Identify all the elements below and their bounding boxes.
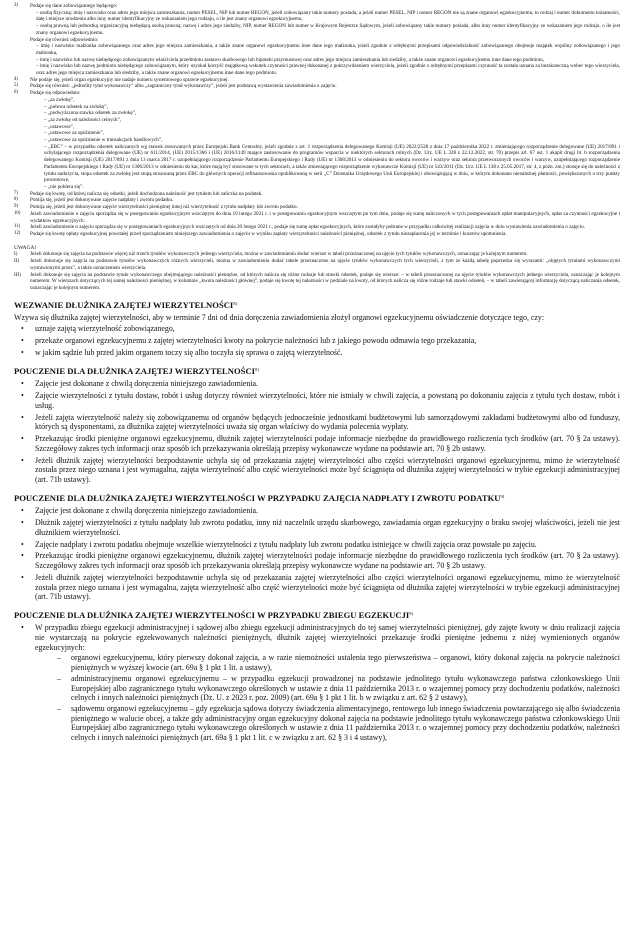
footnote-line [14, 130, 620, 137]
footnote-number: 12) [14, 230, 21, 236]
footnote-text: – osobą prawną lub jednostką organizacyjną niebędącą osobą prawną: nazwę i adres jego siedziby, NIP, numer REGON lub numer w Krajowym Rejestrze Sądowym, jeżeli zobowiązany takie numery posiada, albo inny numer identyfikacyjny ze wskazaniem jego rodzaju, o ile jest znany organowi egzekucyjnemu. [36, 23, 620, 36]
footnote-number [14, 10, 30, 23]
bullet-item [14, 573, 620, 602]
bullet-text: Zajęcie nadpłaty i zwrotu podatku obejmuje wszelkie wierzytelności z tytułu nadpłaty lub zwrotu podatku istniejące w chwili zajęcia oraz powstałe po zajęciu. [35, 539, 537, 549]
footnotes-block [14, 3, 620, 238]
footnote-number [14, 43, 30, 56]
footnote-number [14, 63, 30, 76]
footnote-line [14, 110, 620, 117]
footnote-line [14, 90, 620, 97]
footnote-number [14, 137, 30, 144]
bullet-text: Jeżeli dłużnik zajętej wierzytelności bezpodstawnie uchyla się od przekazania zajętej wierzytelności albo części wierzytelności organowi egzekucyjnemu, mimo że wierzytelność została przez niego uznana i jest wymagalna, zajęta wierzytelność albo część wierzytelności może być ściągnięta od dłużnika zajętej wierzytelności w trybie egzekucji administracyjnej (art. 71b ustawy). [35, 573, 620, 602]
footnote-line [14, 77, 620, 84]
bullet-text: Jeżeli dłużnik zajętej wierzytelności bezpodstawnie uchyla się od przekazania zajętej wierzytelności albo części wierzytelności organowi egzekucyjnemu, mimo że wierzytelność została przez niego uznana i jest wymagalna, zajęta wierzytelność albo część wierzytelności może być ściągnięta od dłużnika zajętej wierzytelności w trybie egzekucji administracyjnej (art. 71b ustawy). [35, 455, 620, 485]
bullet-item [14, 348, 620, 358]
footnote-number [14, 184, 30, 191]
footnote-number: 5) [14, 83, 18, 89]
footnote-line [14, 224, 620, 231]
sub-item: – sądowemu organowi egzekucyjnemu – gdy egzekucja sądowa dotyczy świadczenia alimentacyjnego, rentowego lub innego świadczenia powtarzającego się albo świadczenia pieniężnego w walucie obcej, a także gdy administracyjny organ egzekucyjny dokonał zajęcia na podstawie jednolitego tytułu wykonawczego państwa członkowskiego Unii Europejskiej albo zagranicznego tytułu wykonawczego określonych w ustawie z dnia 11 października 2013 r. o wzajemnej pomocy przy dochodzeniu podatków, należności celnych i innych należności pieniężnych (art. 69a § 1 pkt 1 lit. c w związku z art. 62 § 3 i 4 ustawy), [35, 704, 620, 743]
bullet-item [14, 506, 620, 516]
footnote-number [14, 130, 30, 137]
footnote-line [14, 144, 620, 184]
footnote-text: – osobą fizyczną: imię i nazwisko oraz adres jego miejsca zamieszkania, numer PESEL, NIP lub numer REGON, jeżeli zobowiązany takie numery posiada, a jeżeli numer PESEL, NIP i numer REGON nie są znane organowi egzekucyjnemu, to rodzaj i numer dokumentu tożsamości, datę i miejsce urodzenia albo inny numer identyfikacyjny ze wskazaniem jego rodzaju, o ile jest znany organowi egzekucyjnemu, [36, 9, 620, 23]
bullet-text: Zajęcie wierzytelności z tytułu dostaw, robót i usług dotyczy również wierzytelności, które nie istniały w chwili zajęcia, a powstaną po dokonaniu zajęcia z tytułu tych dostaw, robót i usług. [35, 390, 620, 410]
section-heading [14, 298, 620, 311]
footnote-number [14, 97, 30, 104]
footnote-line [14, 3, 620, 10]
footnote-text: Jeżeli zawiadomienie o zajęciu sporządza się w postępowaniach egzekucyjnych wszczętych od dnia 20 lutego 2021 r., podaje się sumę opłat egzekucyjnych, które zostałyby pobrane w przypadku całkowitej realizacji zajęcia w dniu wystawienia zawiadomienia o zajęciu. [30, 224, 585, 231]
sub-item: – organowi egzekucyjnemu, który pierwszy dokonał zajęcia, a w razie niemożności ustalenia tego pierwszeństwa – organowi, który dokonał zajęcia na pokrycie należności pieniężnych w wyższej kwocie (art. 69a § 1 pkt 1 lit. a ustawy), [35, 653, 620, 672]
bullet-text: W przypadku zbiegu egzekucji administracyjnej i sądowej albo zbiegu egzekucji administracyjnych do tej samej wierzytelności pieniężnej, gdy zajęte kwoty w dniu realizacji zajęcia nie wystarczają na pokrycie egzekwowanych należności pieniężnych, dłużnik zajętej wierzytelności przekazuje środki pieniężne jednemu z niżej wymienionych organów egzekucyjnych: [35, 623, 620, 652]
footnote-line [14, 197, 620, 204]
section-heading [14, 608, 620, 621]
section-heading [14, 491, 620, 504]
footnote-text: – „za zwłokę od należności celnych”, [44, 116, 122, 123]
bullet-list [14, 324, 620, 357]
footnote-line [14, 10, 620, 23]
bullet-text: Przekazując środki pieniężne organowi egzekucyjnemu, dłużnik zajętej wierzytelności podaje informacje niezbędne do prawidłowego rozliczenia tych środków (art. 70 § 2a ustawy). Szczegółowy zakres tych informacji oraz sposób ich przekazywania określają przepisy wykonawcze wydane na podstawie art. 70 § 2b ustawy. [35, 434, 620, 453]
bullet-list [14, 623, 620, 742]
footnote-line [14, 23, 620, 36]
footnote-text: – „ustawowe”, [44, 123, 75, 130]
bullet-item [14, 336, 620, 346]
notice-block [14, 245, 620, 292]
footnote-number [14, 23, 30, 36]
bullet-item [14, 324, 620, 334]
footnote-line [14, 43, 620, 56]
footnote-ref: 8) [409, 611, 414, 617]
bullet-text: Przekazując środki pieniężne organowi egzekucyjnemu, dłużnik zajętej wierzytelności podaje informacje niezbędne do prawidłowego rozliczenia tych środków (art. 70 § 2a ustawy). Szczegółowy zakres tych informacji oraz sposób ich przekazywania określają przepisy wykonawcze wydane na podstawie art. 70 § 2b ustawy. [35, 551, 620, 571]
bullet-text: przekaże organowi egzekucyjnemu z zajętej wierzytelności kwoty na pokrycie należności lub z jakiego powodu odmawia tego przekazania, [35, 336, 477, 346]
footnote-number: 4) [14, 76, 18, 82]
footnote-text: Pomija się, jeżeli jest dokonywane zajęcie nadpłaty i zwrotu podatku. [30, 197, 174, 204]
notice-text: Jeżeli dokonuje się zajęcia na podstawie tytułu wykonawczego obejmującego należności pieniężne, od których nalicza się różne rodzaje lub stawki odsetek, podaje się wiersze: – w tabeli przeznaczonej na ujęcie tytułów wykonawczych jednego wierzyciela, oznaczając je kolejnym numerem. W wierszach dotyczących tej samej należności pieniężnej, w kolumnie „kwota należności głównej”, podaje się kwotę tej należności w podziale na kwoty, od których nalicza się różne rodzaje lub stawki odsetek, – w tabeli zawierającej informację dotyczącą naliczania odsetek, oznaczając je kolejnym numerem. [30, 271, 620, 291]
notice-number: I) [14, 251, 18, 258]
footnote-text: Pomija się, jeżeli jest dokonywane zajęcie wierzytelności pieniężnej innej niż wierzytelność z tytułu nadpłaty lub zwrotu podatku. [30, 204, 298, 211]
footnote-text: – imię i nazwisko małżonka zobowiązanego oraz adres jego miejsca zamieszkania, a także znane organowi egzekucyjnemu inne dane tego małżonka, jeżeli zgodnie z odrębnymi przepisami odpowiedzialność zobowiązanego obejmuje majątek wspólny zobowiązanego i jego małżonka, [36, 43, 620, 56]
footnote-line [14, 184, 620, 191]
footnote-line [14, 231, 620, 238]
footnote-line [14, 137, 620, 144]
bullet-text: Zajęcie jest dokonane z chwilą doręczenia niniejszego zawiadomienia. [35, 506, 259, 516]
footnote-number [14, 37, 30, 44]
bullet-item [14, 391, 620, 410]
footnote-ref: 8) [255, 366, 259, 372]
footnote-text: – „nie pobiera się”. [44, 183, 84, 190]
footnote-text: – imię i nazwisko lub nazwę podmiotu niebędącego zobowiązanym, który uzyskał korzyść majątkową wskutek czynności prawnej dokonanej z pokrzywdzeniem wierzyciela, jeżeli zgodnie z odrębnymi przepisami czynność ta została uznana za bezskuteczną wobec tego wierzyciela, oraz adres jego miejsca zamieszkania lub siedziby, a także znane organowi egzekucyjnemu inne dane tego podmiotu. [36, 63, 620, 77]
footnote-text: Podaje się kwotę opłaty egzekucyjnej powstałej przed sporządzeniem niniejszego zawiadomienia o zajęciu w wyniku zapłaty wierzytelności należności pieniężnej, odsetek z tytułu niezapłacenia jej w terminie i kosztów upomnienia. [30, 230, 507, 237]
footnote-text: – „za zwłokę”, [44, 96, 75, 103]
footnote-line [14, 211, 620, 224]
footnote-line [14, 63, 620, 76]
footnote-ref: 9) [500, 493, 505, 499]
bullet-item [14, 456, 620, 485]
notice-title: UWAGA! [14, 244, 37, 251]
footnote-number [14, 144, 30, 184]
footnote-text: Podaje się kwotę, od której nalicza się odsetki, jeżeli dochodzona należność jest tytułem lub zaliczka na podatek. [30, 190, 263, 197]
section-title: POUCZENIE DLA DŁUŻNIKA ZAJĘTEJ WIERZYTELNOŚCI W PRZYPADKU ZAJĘCIA NADPŁATY I ZWROTU PODATKU [14, 492, 501, 503]
footnote-text: – „połowa odsetek za zwłokę”, [44, 103, 108, 110]
footnote-number [14, 110, 30, 117]
section-title: POUCZENIE DLA DŁUŻNIKA ZAJĘTEJ WIERZYTELNOŚCI W PRZYPADKU ZBIEGU EGZEKUCJI [14, 610, 410, 621]
notice-item [14, 272, 620, 292]
footnote-number: 11) [14, 224, 21, 230]
footnote-number [14, 117, 30, 124]
footnote-text: Podaje się odpowiednio: [30, 90, 81, 97]
notice-item [14, 258, 620, 271]
bullet-item [14, 518, 620, 537]
footnote-text: – „podwyższona stawka odsetek za zwłokę”, [44, 110, 137, 117]
footnote-text: – „ustawowe za opóźnienie w transakcjach handlowych”, [44, 137, 163, 144]
footnote-text: Podaje się również: „jednolity tytuł wykonawczy” albo „zagraniczny tytuł wykonawczy”, jeżeli jest podstawą wystawienia zawiadomienia o zajęciu. [30, 83, 337, 90]
footnote-line [14, 83, 620, 90]
footnote-text: Nie podaje się, jeżeli organ egzekucyjny nie nadaje numeru systemowego sprawie egzekucyjnej. [30, 76, 229, 83]
bullet-text: Jeżeli zajęta wierzytelność należy się zobowiązanemu od organów będących jednocześnie jednostkami budżetowymi lub samorządowymi zakładami budżetowymi albo od funduszy, których są dysponentami, za dłużnika zajętej wierzytelności uważa się organ właściwy do wydania polecenia wypłaty. [35, 412, 620, 432]
footnote-line [14, 57, 620, 64]
footnote-line [14, 191, 620, 198]
footnote-number: 9) [14, 204, 18, 210]
instruction-sections [14, 298, 620, 743]
footnote-text: – „EBC” – w przypadku odsetek naliczanych wg stawek stosowanych przez Europejski Bank Centralny, jeżeli zgodnie z art. 1 rozporządzenia delegowanego Komisji (UE) 2022/2528 z dnia 17 października 2022 r. zmieniającego rozporządzenie delegowane (UE) 2017/891 i uchylającego rozporządzenia delegowane (UE) nr 611/2014, (UE) 2015/1366 i (UE) 2016/1149 mające zastosowanie do programów wsparcia w niektórych sektorach rolnych (Dz. Urz. UE L 328 z 22.12.2022, str. 70) przepis art. 67 ust. 1 akapit drugi lit. b rozporządzenia delegowanego Komisji (UE) 2017/891 z dnia 13 marca 2017 r. uzupełniającego rozporządzenie Parlamentu Europejskiego i Rady (UE) nr 1308/2013 w odniesieniu do sektora owoców i warzyw oraz sektora przetworzonych owoców i warzyw, uzupełniającego rozporządzenie Parlamentu Europejskiego i Rady (UE) nr 1306/2013 w odniesieniu do kar, które mają być stosowane w tych sektorach, a także zmieniającego rozporządzenie wykonawcze Komisji (UE) nr 543/2011 (Dz. Urz. UE L 138 z 25.05.2017, str. 4, z późn. zm.) stosuje się do należności z tytułu nadużycia, stopa odsetek za zwłokę jest stopą stosowaną przez EBC do głównych operacji refinansowania opublikowaną w serii „C” Dziennika Urzędowego Unii Europejskiej i obowiązującą w dniu, w którym dokonano nienależnej płatności, powiększonych o trzy punkty procentowe, [44, 143, 620, 184]
section-heading [14, 364, 620, 377]
footnote-text: Podaje się również odpowiednio: [30, 36, 99, 43]
notice-item [14, 251, 620, 258]
bullet-item [14, 434, 620, 453]
footnote-number: 10) [14, 210, 21, 216]
footnote-line [14, 124, 620, 131]
footnote-text: Jeżeli zawiadomienie o zajęciu sporządza się w postępowaniu egzekucyjnym wszczętym do dnia 19 lutego 2021 r. i w postępowaniu egzekucyjnym wszczętym po tym dniu, podaje się sumę naliczonych w tych postępowaniach opłat manipulacyjnych, opłat za czynności egzekucyjne i wydatków egzekucyjnych. [30, 210, 620, 224]
footnote-number [14, 104, 30, 111]
bullet-item [14, 551, 620, 570]
bullet-list [14, 506, 620, 602]
sub-item: – administracyjnemu organowi egzekucyjnemu – w przypadku egzekucji prowadzonej na podstawie jednolitego tytułu wykonawczego państwa członkowskiego Unii Europejskiej albo zagranicznego tytułu wykonawczego określonych w ustawie z dnia 11 października 2013 r. o wzajemnej pomocy przy dochodzeniu podatków, należności celnych i innych należności pieniężnych (Dz. U. z 2023 r. poz. 2009) (art. 69a § 1 pkt 1 lit. b w związku z art. 62 § 2 ustawy), [35, 674, 620, 703]
footnote-number: 7) [14, 190, 18, 196]
section-title: POUCZENIE DLA DŁUŻNIKA ZAJĘTEJ WIERZYTELNOŚCI [14, 365, 256, 376]
bullet-text: w jakim sądzie lub przed jakim organem toczy się albo toczyła się sprawa o zajętą wierzytelność. [35, 348, 343, 358]
notice-text: Jeżeli dokonuje się zajęcia na podstawie tytułów wykonawczych różnych wierzycieli, można w zawiadomieniu dodać tabele przeznaczone na ujęcie tytułów wykonawczych tych wierzycieli, z tym że każdą tabelę poprzedza się wyrazami: „objętych tytułami wykonawczymi wystawionymi przez”, a także oznaczeniem wierzyciela. [30, 258, 620, 271]
bullet-item [14, 379, 620, 389]
footnote-number: 6) [14, 90, 18, 96]
notice-number: III) [14, 271, 21, 278]
sub-list [35, 653, 620, 742]
footnote-number [14, 124, 30, 131]
footnote-text: Podaje się dane zobowiązanego będącego: [30, 3, 118, 9]
footnote-number: 8) [14, 197, 18, 203]
footnote-line [14, 104, 620, 111]
bullet-item [14, 413, 620, 432]
section-intro: Wzywa się dłużnika zajętej wierzytelności, aby w terminie 7 dni od dnia doręczenia zawiadomienia złożył organowi egzekucyjnemu oświadczenie dotyczące tego, czy: [14, 312, 545, 322]
notice-text: Jeżeli dokonuje się zajęcia na podstawie więcej niż trzech tytułów wykonawczych jednego wierzyciela, można w zawiadomieniu dodać wiersze w tabeli przeznaczonej na ujęcie tych tytułów wykonawczych, oznaczając je kolejnym numerem. [30, 251, 528, 258]
footnote-number: 3) [14, 3, 18, 8]
footnote-text: – „ustawowe za opóźnienie”, [44, 130, 104, 137]
footnote-line [14, 117, 620, 124]
footnote-number [14, 57, 30, 64]
footnote-line [14, 37, 620, 44]
bullet-item [14, 540, 620, 550]
footnote-line [14, 204, 620, 211]
section-title: WEZWANIE DŁUŻNIKA ZAJĘTEJ WIERZYTELNOŚCI [14, 299, 234, 310]
bullet-list [14, 379, 620, 485]
bullet-text: Zajęcie jest dokonane z chwilą doręczenia niniejszego zawiadomienia. [35, 379, 259, 389]
bullet-text: uznaje zajętą wierzytelność zobowiązanego, [35, 324, 175, 334]
footnote-text: – imię i nazwisko lub nazwę niebędącego zobowiązanym właściciela przedmiotu zastawu skarbowego lub hipoteki przymusowej oraz adres jego miejsca zamieszkania lub siedziby, a także znane organowi egzekucyjnemu inne dane tego podmiotu, [36, 56, 545, 63]
footnote-ref: 8) [233, 300, 238, 306]
bullet-text: Dłużnik zajętej wierzytelności z tytułu nadpłaty lub zwrotu podatku, inny niż naczelnik urzędu skarbowego, zawiadamia organ egzekucyjny o braku swojej właściwości, jeżeli nie jest dłużnikiem wierzytelności. [35, 517, 620, 537]
bullet-item [14, 623, 620, 742]
footnote-line [14, 97, 620, 104]
notice-number: II) [14, 258, 20, 265]
